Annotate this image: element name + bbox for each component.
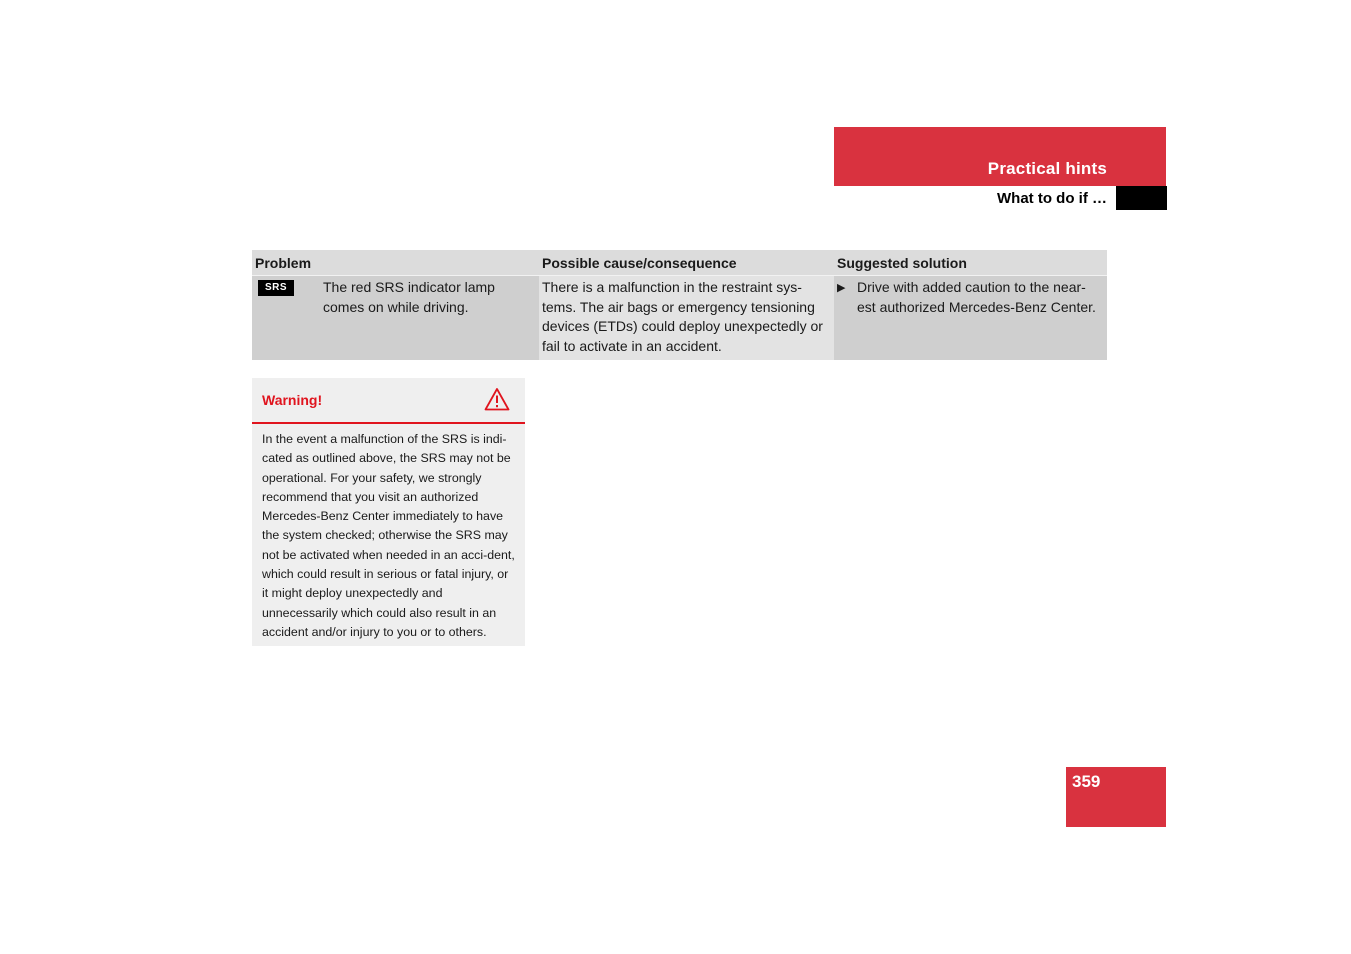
triangle-right-icon: ▶	[837, 282, 846, 294]
srs-indicator-icon: SRS	[258, 280, 294, 296]
problem-text: The red SRS indicator lamp comes on while driving.	[323, 279, 495, 315]
section-marker-tab	[1116, 186, 1167, 210]
warning-triangle-icon	[484, 387, 510, 416]
warning-title: Warning!	[262, 392, 323, 408]
column-header-solution: Suggested solution	[834, 250, 1107, 276]
solution-cell	[834, 276, 1107, 361]
section-title: Practical hints	[987, 159, 1107, 178]
warning-header	[252, 378, 525, 424]
cause-text: There is a malfunction in the restraint sys-tems. The air bags or emergency tensioning devices (ETDs) could deploy unexpectedly or fail to activate in an accident.	[542, 279, 823, 354]
problem-cell	[252, 276, 539, 361]
column-header-cause: Possible cause/consequence	[539, 250, 834, 276]
table-row	[252, 276, 1107, 361]
warning-body: In the event a malfunction of the SRS is indi-cated as outlined above, the SRS may not be operational. For your safety, we strongly recommend that you visit an authorized Mercedes-Benz Center immediately to have the system checked; otherwise the SRS may not be activated when needed in an acci-dent, which could result in serious or fatal injury, or it might deploy unexpectedly and unnecessarily which could also result in an accident and/or injury to you or to others.	[262, 432, 515, 639]
troubleshooting-table	[252, 250, 1107, 360]
subsection-title: What to do if …	[997, 190, 1107, 207]
column-header-problem: Problem	[252, 250, 539, 276]
page-number-box	[1066, 767, 1166, 827]
cause-cell	[539, 276, 834, 361]
solution-text: Drive with added caution to the near-est authorized Mercedes-Benz Center.	[857, 279, 1096, 315]
page-number: 359	[1072, 772, 1101, 791]
warning-box	[252, 378, 525, 646]
table-header-row	[252, 250, 1107, 276]
